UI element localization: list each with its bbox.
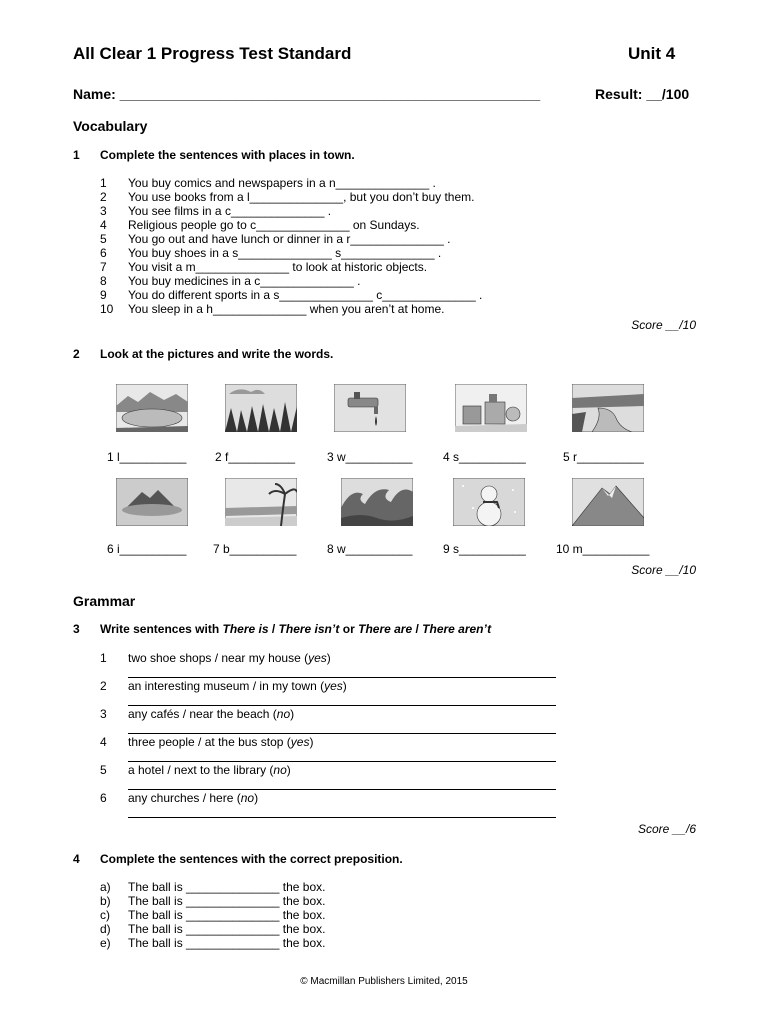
- item-number: 6: [100, 246, 107, 260]
- score-q3: Score __/6: [637, 822, 696, 836]
- item-number: 10: [100, 302, 114, 316]
- score-q2: Score __/10: [631, 563, 696, 577]
- instruction-separator: /: [412, 622, 423, 636]
- item-text: You buy comics and newspapers in a n______________ .: [128, 176, 436, 190]
- item-number: 4: [100, 735, 107, 749]
- item-number: 5: [100, 763, 107, 777]
- question-number: 1: [73, 148, 80, 162]
- item-close: ): [286, 763, 291, 777]
- island-picture-icon: [116, 478, 188, 526]
- item-number: a): [100, 880, 111, 894]
- answer-label[interactable]: 9 s__________: [443, 542, 526, 556]
- item-text: You buy medicines in a c______________ .: [128, 274, 361, 288]
- list-item: [100, 763, 560, 777]
- instruction-emphasis: There is: [222, 622, 269, 636]
- answer-label[interactable]: 8 w__________: [327, 542, 413, 556]
- item-number: b): [100, 894, 111, 908]
- answer-line[interactable]: [128, 761, 556, 762]
- item-text: two shoe shops / near my house (: [128, 651, 309, 665]
- item-text: You buy shoes in a s______________ s______________ .: [128, 246, 442, 260]
- instruction-emphasis: There isn’t: [278, 622, 340, 636]
- list-item: [100, 791, 560, 805]
- item-hint: no: [276, 707, 291, 721]
- item-text: The ball is ______________ the box.: [128, 922, 326, 936]
- item-number: 4: [100, 218, 107, 232]
- grammar-heading: Grammar: [73, 593, 136, 609]
- instruction-text: Look at the pictures and write the words.: [100, 347, 334, 361]
- list-item[interactable]: [100, 302, 482, 316]
- answer-line[interactable]: [128, 817, 556, 818]
- instruction-text: Complete the sentences with the correct preposition.: [100, 852, 403, 866]
- question-1-instruction: [73, 148, 355, 162]
- item-number: 5: [100, 232, 107, 246]
- instruction-separator: or: [339, 622, 359, 636]
- copyright-footer: © Macmillan Publishers Limited, 2015: [300, 976, 468, 987]
- item-text: any churches / here (: [128, 791, 241, 805]
- item-text: an interesting museum / in my town (: [128, 679, 325, 693]
- item-hint: yes: [324, 679, 343, 693]
- answer-label[interactable]: 2 f__________: [215, 450, 296, 464]
- answer-label[interactable]: 7 b__________: [213, 542, 297, 556]
- item-hint: yes: [290, 735, 310, 749]
- waterfall-tap-picture-icon: [334, 384, 406, 432]
- answer-label[interactable]: 6 i__________: [107, 542, 187, 556]
- instruction-separator: /: [268, 622, 279, 636]
- list-item[interactable]: [100, 936, 326, 950]
- item-text: Religious people go to c______________ on Sundays.: [128, 218, 420, 232]
- item-number: 8: [100, 274, 107, 288]
- item-number: c): [100, 908, 110, 922]
- answer-line[interactable]: [128, 789, 556, 790]
- instruction-emphasis: There aren’t: [422, 622, 492, 636]
- name-field[interactable]: Name: ______________________________________________________: [73, 86, 541, 102]
- item-number: 9: [100, 288, 107, 302]
- item-number: 1: [100, 651, 107, 665]
- test-title: All Clear 1 Progress Test Standard: [73, 44, 352, 63]
- question-4-instruction: [73, 852, 403, 866]
- snowman-picture-icon: [453, 478, 525, 526]
- item-text: three people / at the bus stop (: [128, 735, 291, 749]
- river-picture-icon: [572, 384, 644, 432]
- answer-label[interactable]: 4 s__________: [443, 450, 526, 464]
- score-q1: Score __/10: [631, 318, 696, 332]
- list-item[interactable]: [100, 204, 482, 218]
- forest-picture-icon: [225, 384, 297, 432]
- list-item[interactable]: [100, 246, 482, 260]
- item-text: You visit a m______________ to look at historic objects.: [128, 260, 428, 274]
- item-close: ): [342, 679, 347, 693]
- list-item: [100, 651, 560, 665]
- answer-label[interactable]: 1 l__________: [107, 450, 187, 464]
- item-close: ): [290, 707, 295, 721]
- sandcastle-picture-icon: [455, 384, 527, 432]
- mountain-picture-icon: [572, 478, 644, 526]
- item-number: 2: [100, 679, 107, 693]
- item-text: a hotel / next to the library (: [128, 763, 274, 777]
- list-item[interactable]: [100, 908, 326, 922]
- answer-label[interactable]: 10 m__________: [556, 542, 650, 556]
- item-text: You see films in a c______________ .: [128, 204, 332, 218]
- item-text: The ball is ______________ the box.: [128, 936, 326, 950]
- result-field: Result: __/100: [595, 86, 690, 102]
- item-close: ): [326, 651, 331, 665]
- answer-label[interactable]: 5 r__________: [563, 450, 644, 464]
- item-hint: no: [273, 763, 287, 777]
- item-text: The ball is ______________ the box.: [128, 894, 326, 908]
- waves-picture-icon: [341, 478, 413, 526]
- item-number: 1: [100, 176, 107, 190]
- list-item[interactable]: [100, 260, 482, 274]
- item-close: ): [309, 735, 314, 749]
- item-hint: yes: [308, 651, 327, 665]
- question-number: 4: [73, 852, 80, 866]
- item-text: You do different sports in a s______________ c______________ .: [128, 288, 483, 302]
- list-item[interactable]: [100, 218, 482, 232]
- question-1-list: [100, 176, 482, 316]
- item-number: 3: [100, 707, 107, 721]
- question-4-list: [100, 880, 326, 950]
- item-number: d): [100, 922, 111, 936]
- vocabulary-heading: Vocabulary: [73, 118, 148, 134]
- beach-picture-icon: [225, 478, 297, 526]
- list-item[interactable]: [100, 274, 482, 288]
- item-number: e): [100, 936, 111, 950]
- item-hint: no: [240, 791, 255, 805]
- list-item[interactable]: [100, 232, 482, 246]
- answer-line[interactable]: [128, 705, 556, 706]
- question-3-instruction: [73, 622, 491, 636]
- list-item[interactable]: [100, 190, 482, 204]
- unit-label: Unit 4: [628, 44, 676, 63]
- list-item: [100, 735, 560, 749]
- item-close: ): [254, 791, 259, 805]
- list-item[interactable]: [100, 880, 326, 894]
- lake-picture-icon: [116, 384, 188, 432]
- answer-line[interactable]: [128, 733, 556, 734]
- item-text: You sleep in a h______________ when you aren’t at home.: [128, 302, 445, 316]
- item-number: 7: [100, 260, 107, 274]
- answer-label[interactable]: 3 w__________: [327, 450, 413, 464]
- instruction-text: Write sentences with: [100, 622, 223, 636]
- item-text: The ball is ______________ the box.: [128, 908, 326, 922]
- list-item: [100, 679, 560, 693]
- question-number: 2: [73, 347, 80, 361]
- answer-line[interactable]: [128, 677, 556, 678]
- list-item[interactable]: [100, 288, 482, 302]
- list-item[interactable]: [100, 894, 326, 908]
- instruction-text: Complete the sentences with places in town.: [100, 148, 355, 162]
- item-text: any cafés / near the beach (: [128, 707, 277, 721]
- question-number: 3: [73, 622, 80, 636]
- list-item: [100, 707, 560, 721]
- item-text: The ball is ______________ the box.: [128, 880, 326, 894]
- question-2-instruction: [73, 347, 333, 361]
- list-item[interactable]: [100, 922, 326, 936]
- list-item[interactable]: [100, 176, 482, 190]
- item-text: You go out and have lunch or dinner in a r______________ .: [128, 232, 451, 246]
- instruction-emphasis: There are: [358, 622, 413, 636]
- item-text: You use books from a l______________, but you don’t buy them.: [128, 190, 475, 204]
- item-number: 3: [100, 204, 107, 218]
- question-3-list: [100, 651, 560, 821]
- item-number: 6: [100, 791, 107, 805]
- item-number: 2: [100, 190, 107, 204]
